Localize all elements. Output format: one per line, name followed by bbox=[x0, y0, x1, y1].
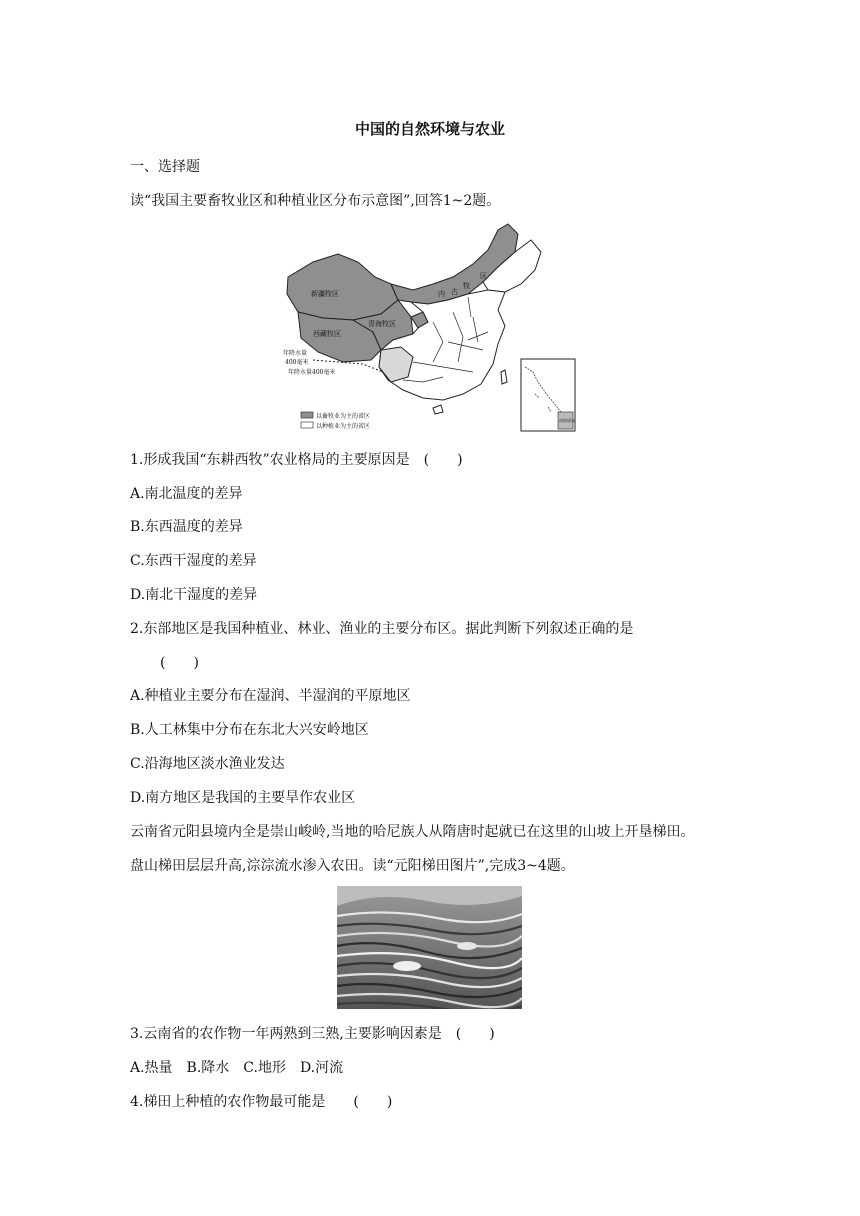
label-rainfall-b: 400毫米 bbox=[285, 359, 309, 366]
q2-option-a: A.种植业主要分布在湿润、半湿润的平原地区 bbox=[130, 688, 411, 704]
q3-options: A.热量 B.降水 C.地形 D.河流 bbox=[130, 1060, 344, 1076]
intro-text-1: 读“我国主要畜牧业区和种植业区分布示意图”,回答1~2题。 bbox=[130, 193, 501, 209]
hainan-island bbox=[433, 405, 443, 414]
label-gu: 古 bbox=[451, 288, 458, 296]
legend-label-pastoral: 以畜牧业为主的省区 bbox=[316, 413, 371, 420]
section-heading: 一、选择题 bbox=[130, 159, 200, 175]
sichuan-region bbox=[379, 347, 413, 382]
q1-stem: 1.形成我国“东耕西牧”农业格局的主要原因是 ( ) bbox=[130, 452, 463, 468]
label-xinjiang: 新疆牧区 bbox=[311, 290, 339, 298]
intro-text-2-line2: 盘山梯田层层升高,淙淙流水渗入农田。读“元阳梯田图片”,完成3~4题。 bbox=[130, 858, 575, 874]
label-qinghai: 青海牧区 bbox=[368, 320, 396, 328]
inset-label: 南海诸岛 bbox=[559, 418, 575, 423]
label-rainfall-a: 年降水量 bbox=[283, 350, 308, 357]
taiwan-island bbox=[501, 370, 507, 384]
china-agriculture-map bbox=[283, 222, 578, 434]
intro-text-2-line1: 云南省元阳县境内全是崇山峻岭,当地的哈尼族人从隋唐时起就已在这里的山坡上开垦梯田。 bbox=[130, 824, 695, 840]
label-rainfall-c: 年降水量400毫米 bbox=[288, 369, 336, 376]
q1-option-d: D.南北干湿度的差异 bbox=[130, 587, 258, 603]
q2-stem: 2.东部地区是我国种植业、林业、渔业的主要分布区。据此判断下列叙述正确的是 bbox=[130, 621, 634, 637]
q1-option-a: A.南北温度的差异 bbox=[130, 486, 243, 502]
xinjiang-region bbox=[287, 254, 398, 320]
label-mu: 牧 bbox=[463, 282, 470, 290]
q1-option-b: B.东西温度的差异 bbox=[130, 519, 243, 535]
page-title: 中国的自然环境与农业 bbox=[354, 120, 505, 138]
q2-stem-bracket: ( ) bbox=[160, 655, 199, 671]
label-nei: 内 bbox=[438, 290, 445, 298]
legend-label-crop: 以种植业为主的省区 bbox=[316, 423, 371, 430]
legend-swatch-pastoral bbox=[301, 412, 313, 418]
label-qu: 区 bbox=[480, 272, 487, 280]
q3-stem: 3.云南省的农作物一年两熟到三熟,主要影响因素是 ( ) bbox=[130, 1026, 495, 1042]
label-tibet: 西藏牧区 bbox=[313, 330, 341, 338]
q1-option-c: C.东西干湿度的差异 bbox=[130, 553, 257, 569]
q4-stem: 4.梯田上种植的农作物最可能是 ( ) bbox=[130, 1094, 393, 1110]
q2-option-d: D.南方地区是我国的主要旱作农业区 bbox=[130, 790, 356, 806]
yuanyang-terrace-photo bbox=[337, 886, 522, 1009]
q2-option-b: B.人工林集中分布在东北大兴安岭地区 bbox=[130, 722, 369, 738]
q2-option-c: C.沿海地区淡水渔业发达 bbox=[130, 756, 285, 772]
legend-swatch-crop bbox=[301, 422, 313, 428]
